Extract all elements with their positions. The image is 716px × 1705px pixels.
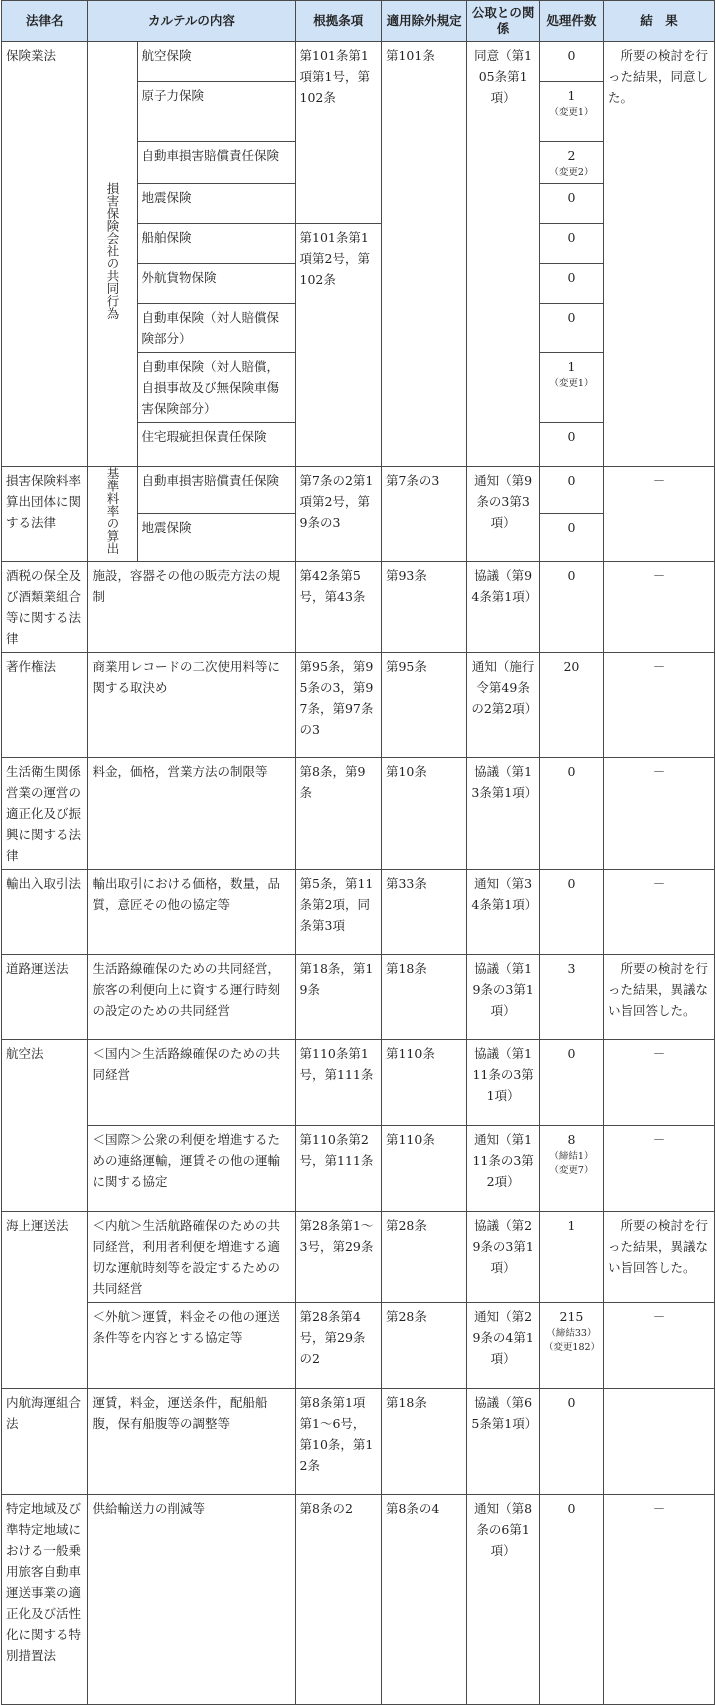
- table-row: [2, 757, 715, 869]
- count-cell: 0: [539, 467, 603, 514]
- basis-cell: 第101条第1項第2号，第102条: [295, 224, 381, 467]
- item-cell: 船舶保険: [137, 224, 295, 264]
- result-cell: －: [603, 1302, 714, 1388]
- basis-cell: 第7条の2第1項第2号，第9条の3: [295, 467, 381, 562]
- result-cell: －: [603, 561, 714, 652]
- item-cell: 自動車保険（対人賠償保険部分）: [137, 304, 295, 353]
- basis-cell: 第5条，第11条第2項，同条第3項: [295, 869, 381, 954]
- item-cell: 原子力保険: [137, 82, 295, 142]
- law-name: 内航海運組合法: [2, 1388, 88, 1494]
- count-cell: 0: [539, 42, 603, 82]
- header-result: 結 果: [603, 1, 714, 42]
- table-row: [2, 1388, 715, 1494]
- count-cell: 0: [539, 224, 603, 264]
- count-cell: 0: [539, 264, 603, 304]
- count-cell: 215 （締結33） （変更182）: [539, 1302, 603, 1388]
- exempt-cell: 第28条: [381, 1302, 466, 1388]
- ftc-cell: 通知（第8条の6第1項）: [467, 1494, 540, 1704]
- exempt-cell: 第95条: [381, 652, 466, 757]
- table-row: [2, 954, 715, 1039]
- exempt-cell: 第110条: [381, 1039, 466, 1125]
- law-name: 特定地域及び準特定地域における一般乗用旅客自動車運送事業の適正化及び活性化に関する特別措置法: [2, 1494, 88, 1704]
- ftc-cell: 協議（第29条の3第1項）: [467, 1211, 540, 1302]
- table-row: [2, 1494, 715, 1704]
- result-cell: －: [603, 1125, 714, 1211]
- basis-cell: 第28条第4号，第29条の2: [295, 1302, 381, 1388]
- content-cell: 料金，価格，営業方法の制限等: [88, 757, 295, 869]
- basis-cell: 第8条の2: [295, 1494, 381, 1704]
- result-cell: 所要の検討を行った結果，同意した。: [603, 42, 714, 467]
- count-cell: 1: [539, 1211, 603, 1302]
- count-cell: 0: [539, 869, 603, 954]
- content-cell: 輸出取引における価格，数量，品質，意匠その他の協定等: [88, 869, 295, 954]
- count-cell: 0: [539, 1494, 603, 1704]
- content-cell: 施設，容器その他の販売方法の規制: [88, 561, 295, 652]
- basis-cell: 第18条，第19条: [295, 954, 381, 1039]
- law-name: 航空法: [2, 1039, 88, 1211]
- result-cell: －: [603, 1494, 714, 1704]
- basis-cell: 第42条第5号，第43条: [295, 561, 381, 652]
- law-name: 損害保険料率算出団体に関する法律: [2, 467, 88, 562]
- law-name: 輸出入取引法: [2, 869, 88, 954]
- count-cell: 0: [539, 561, 603, 652]
- count-cell: 0: [539, 184, 603, 224]
- count-note: （締結1）: [549, 1150, 594, 1162]
- ftc-cell: 通知（第34条第1項）: [467, 869, 540, 954]
- result-cell: 所要の検討を行った結果，異議ない旨回答した。: [603, 1211, 714, 1302]
- content-cell: ＜国内＞生活路線確保のための共同経営: [88, 1039, 295, 1125]
- item-cell: 地震保険: [137, 184, 295, 224]
- group-label: 損害保険会社の共同行為: [88, 42, 137, 467]
- basis-cell: 第101条第1項第1号，第102条: [295, 42, 381, 224]
- basis-cell: 第110条第2号，第111条: [295, 1125, 381, 1211]
- result-cell: －: [603, 757, 714, 869]
- count-cell: 0: [539, 514, 603, 561]
- law-name: 保険業法: [2, 42, 88, 467]
- count-note: （変更7）: [549, 1164, 594, 1176]
- law-name: 酒税の保全及び酒類業組合等に関する法律: [2, 561, 88, 652]
- count-note: （変更1）: [549, 107, 594, 118]
- exempt-cell: 第101条: [381, 42, 466, 467]
- header-count: 処理件数: [539, 1, 603, 42]
- result-cell: 所要の検討を行った結果，異議ない旨回答した。: [603, 954, 714, 1039]
- header-ftc: 公取との関係: [467, 1, 540, 42]
- basis-cell: 第8条，第9条: [295, 757, 381, 869]
- header-law: 法律名: [2, 1, 88, 42]
- content-cell: ＜国際＞公衆の利便を増進するための連絡運輸，運賃その他の運輸に関する協定: [88, 1125, 295, 1211]
- header-row: [2, 1, 715, 42]
- table-row: [2, 652, 715, 757]
- count-cell: 20: [539, 652, 603, 757]
- result-cell: －: [603, 869, 714, 954]
- item-cell: 外航貨物保険: [137, 264, 295, 304]
- exempt-cell: 第110条: [381, 1125, 466, 1211]
- ftc-cell: 同意（第105条第1項）: [467, 42, 540, 467]
- count-cell: 0: [539, 304, 603, 353]
- table-row: [2, 1211, 715, 1302]
- content-cell: 商業用レコードの二次使用料等に関する取決め: [88, 652, 295, 757]
- count-cell: 0: [539, 1388, 603, 1494]
- content-cell: ＜内航＞生活航路確保のための共同経営，利用者利便を増進する適切な運航時刻等を設定するための共同経営: [88, 1211, 295, 1302]
- ftc-cell: 協議（第19条の3第1項）: [467, 954, 540, 1039]
- header-cartel: カルテルの内容: [88, 1, 295, 42]
- cartel-table: [1, 0, 715, 1705]
- count-note: （変更2）: [549, 167, 594, 178]
- content-cell: 生活路線確保のための共同経営，旅客の利便向上に資する運行時刻の設定のための共同経営: [88, 954, 295, 1039]
- content-cell: 運賃，料金，運送条件，配船船腹，保有船腹等の調整等: [88, 1388, 295, 1494]
- law-name: 著作権法: [2, 652, 88, 757]
- ftc-cell: 協議（第13条第1項）: [467, 757, 540, 869]
- content-cell: 供給輸送力の削減等: [88, 1494, 295, 1704]
- exempt-cell: 第28条: [381, 1211, 466, 1302]
- item-cell: 地震保険: [137, 514, 295, 561]
- count-cell: 8 （締結1） （変更7）: [539, 1125, 603, 1211]
- count-cell: 0: [539, 757, 603, 869]
- count-note: （締結33）: [546, 1327, 597, 1339]
- group-label: 基準料率の算出: [88, 467, 137, 562]
- exempt-cell: 第10条: [381, 757, 466, 869]
- table-row: [2, 1039, 715, 1125]
- item-cell: 航空保険: [137, 42, 295, 82]
- count-cell: 0: [539, 423, 603, 467]
- ftc-cell: 協議（第65条第1項）: [467, 1388, 540, 1494]
- count-cell: 2 （変更2）: [539, 142, 603, 184]
- result-cell: －: [603, 652, 714, 757]
- exempt-cell: 第18条: [381, 1388, 466, 1494]
- basis-cell: 第28条第1～3号，第29条: [295, 1211, 381, 1302]
- count-note: （変更1）: [549, 378, 594, 389]
- result-cell: －: [603, 467, 714, 562]
- exempt-cell: 第8条の4: [381, 1494, 466, 1704]
- count-note: （変更182）: [543, 1341, 601, 1353]
- basis-cell: 第95条，第95条の3，第97条，第97条の3: [295, 652, 381, 757]
- law-name: 生活衛生関係営業の運営の適正化及び振興に関する法律: [2, 757, 88, 869]
- header-exempt: 適用除外規定: [381, 1, 466, 42]
- exempt-cell: 第18条: [381, 954, 466, 1039]
- exempt-cell: 第7条の3: [381, 467, 466, 562]
- basis-cell: 第110条第1号，第111条: [295, 1039, 381, 1125]
- count-cell: 1 （変更1）: [539, 353, 603, 423]
- header-basis: 根拠条項: [295, 1, 381, 42]
- result-cell: [603, 1388, 714, 1494]
- ftc-cell: 協議（第94条第1項）: [467, 561, 540, 652]
- ftc-cell: 通知（施行令第49条の2第2項）: [467, 652, 540, 757]
- item-cell: 住宅瑕疵担保責任保険: [137, 423, 295, 467]
- item-cell: 自動車損害賠償責任保険: [137, 467, 295, 514]
- count-cell: 0: [539, 1039, 603, 1125]
- item-cell: 自動車保険（対人賠償，自損事故及び無保険車傷害保険部分）: [137, 353, 295, 423]
- ftc-cell: 協議（第111条の3第1項）: [467, 1039, 540, 1125]
- ftc-cell: 通知（第111条の3第2項）: [467, 1125, 540, 1211]
- table-row: [2, 467, 715, 514]
- table-row: [2, 1125, 715, 1211]
- law-name: 道路運送法: [2, 954, 88, 1039]
- table-row: [2, 42, 715, 82]
- count-cell: 3: [539, 954, 603, 1039]
- item-cell: 自動車損害賠償責任保険: [137, 142, 295, 184]
- ftc-cell: 通知（第29条の4第1項）: [467, 1302, 540, 1388]
- exempt-cell: 第33条: [381, 869, 466, 954]
- law-name: 海上運送法: [2, 1211, 88, 1388]
- result-cell: －: [603, 1039, 714, 1125]
- content-cell: ＜外航＞運賃，料金その他の運送条件等を内容とする協定等: [88, 1302, 295, 1388]
- table-row: [2, 869, 715, 954]
- basis-cell: 第8条第1項第1～6号，第10条，第12条: [295, 1388, 381, 1494]
- table-row: [2, 561, 715, 652]
- ftc-cell: 通知（第9条の3第3項）: [467, 467, 540, 562]
- exempt-cell: 第93条: [381, 561, 466, 652]
- count-cell: 1 （変更1）: [539, 82, 603, 142]
- table-row: [2, 1302, 715, 1388]
